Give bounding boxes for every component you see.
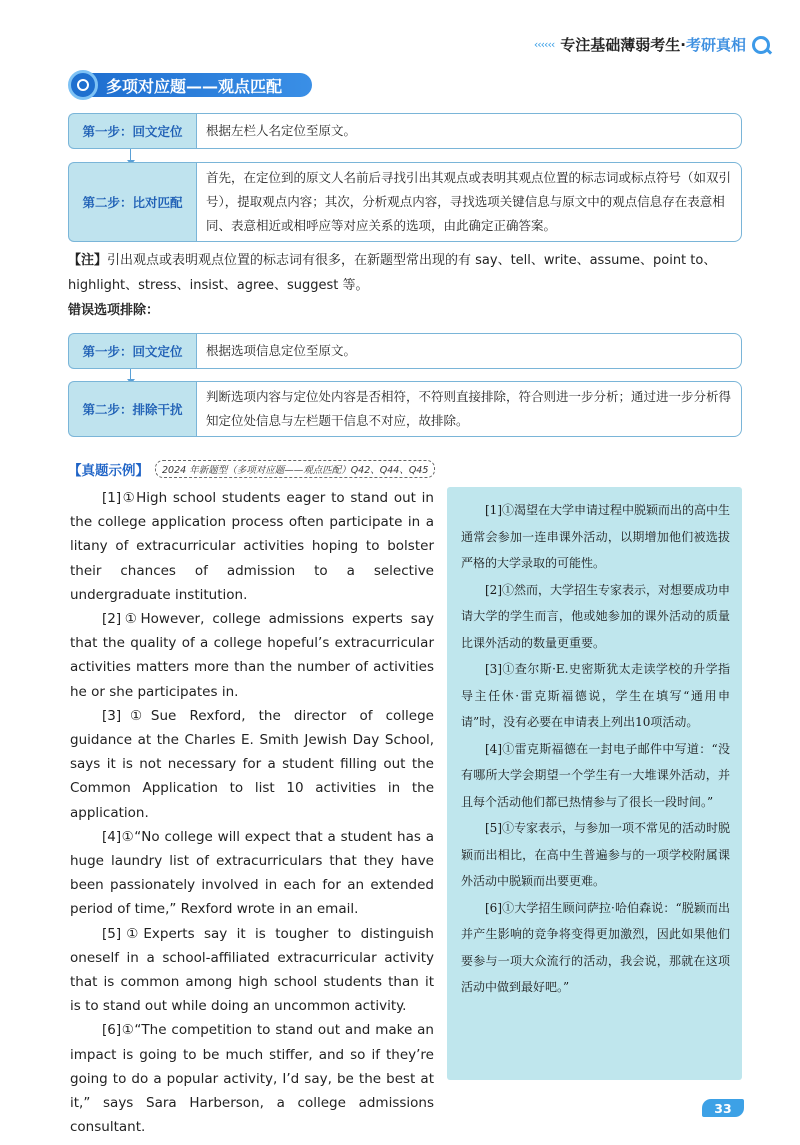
step-label: 第二步：比对匹配 (68, 162, 196, 242)
header-arrows: ‹‹‹‹‹‹ (533, 38, 555, 51)
page-number: 33 (702, 1099, 744, 1117)
english-paragraph: [1]①High school students eager to stand out in the college application process often participate in a litany of extracurricular activities hoping to bolster their chances of admission to a selective undergraduate institution. (70, 490, 434, 603)
search-logo-icon (752, 36, 770, 54)
note-label: 【注】 (68, 253, 108, 268)
chinese-paragraph: [6]①大学招生顾问萨拉·哈伯森说：“脱颖而出并产生影响的竞争将变得更加激烈，因此如果他们要参与一项大众流行的活动，我会说，那就在这项活动中做到最好吧。” (461, 900, 730, 994)
example-heading (68, 459, 435, 479)
english-paragraph: [3]①Sue Rexford, the director of college guidance at the Charles E. Smith Jewish Day School, says it is not necessary for a student filling out the Common Application to list 10 activities in the application. (70, 707, 434, 821)
matching-step-2 (68, 162, 742, 242)
step-arrow (130, 369, 131, 380)
note-text: 引出观点或表明观点位置的标志词有很多，在新题型常出现的有 say、tell、write、assume、point to、highlight、stress、insist、agree、suggest 等。 (68, 253, 717, 293)
step-text: 根据选项信息定位至原文。 (196, 333, 742, 369)
english-paragraph: [6]①“The competition to stand out and make an impact is going to be much stiffer, and so if they’re going to do a popular activity, I’d say, be the best at it,” says Sara Harberson, a college admissions consultant. (70, 1022, 434, 1136)
chinese-paragraph: [1]①渴望在大学申请过程中脱颖而出的高中生通常会参加一连串课外活动，以期增加他们被选拔严格的大学录取的可能性。 (461, 503, 730, 570)
english-passage (70, 486, 434, 1139)
elimination-step-1 (68, 333, 742, 369)
step-text: 判断选项内容与定位处内容是否相符，不符则直接排除，符合则进一步分析；通过进一步分析得知定位处信息与左栏题干信息不对应，故排除。 (196, 381, 742, 437)
step-arrow (130, 149, 131, 161)
step-text: 根据左栏人名定位至原文。 (196, 113, 742, 149)
magnifier-icon (68, 70, 98, 100)
english-paragraph: [5]①Experts say it is tougher to distinguish oneself in a school-affiliated extracurricular activity that is common among high school students than it is to stand out while doing an uncommon activity. (70, 925, 434, 1015)
step-label: 第一步：回文定位 (68, 333, 196, 369)
section-title (68, 70, 312, 100)
english-paragraph: [4]①“No college will expect that a student has a huge laundry list of extracurriculars that they have been passionately involved in each for an extended period of time,” Rexford wrote in an email. (70, 828, 434, 918)
step-text: 首先，在定位到的原文人名前后寻找引出其观点或表明其观点位置的标志词或标点符号（如双引号），提取观点内容；其次，分析观点内容，寻找选项关键信息与原文中的观点信息存在表意相同、表意相近或相呼应等对应关系的选项，由此确定正确答案。 (196, 162, 742, 242)
chinese-paragraph: [5]①专家表示，与参加一项不常见的活动时脱颖而出相比，在高中生普遍参与的一项学校附属课外活动中脱颖而出要更难。 (461, 821, 730, 888)
chinese-translation (447, 487, 742, 1080)
elimination-heading: 错误选项排除： (68, 303, 160, 318)
chinese-paragraph: [3]①查尔斯·E.史密斯犹太走读学校的升学指导主任休·雷克斯福德说，学生在填写“通用申请”时，没有必要在申请表上列出10项活动。 (461, 662, 730, 729)
chinese-paragraph: [2]①然而，大学招生专家表示，对想要成功申请大学的学生而言，他或她参加的课外活动的质量比课外活动的数量更重要。 (461, 582, 730, 650)
section-title-text: 多项对应题——观点匹配 (88, 73, 312, 97)
example-label: 【真题示例】 (68, 463, 149, 479)
note (68, 248, 748, 298)
page-header (534, 34, 770, 55)
example-source-tag: 2024 年新题型（多项对应题——观点匹配）Q42、Q44、Q45 (155, 460, 435, 478)
step-label: 第一步：回文定位 (68, 113, 196, 149)
english-paragraph: [2]①However, college admissions experts say that the quality of a college hopeful’s extracurricular activities matters more than the number of activities he or she participates in. (70, 611, 434, 700)
header-slogan: 专注基础薄弱考生·考研真相 (560, 36, 746, 54)
chinese-paragraph: [4]①雷克斯福德在一封电子邮件中写道：“没有哪所大学会期望一个学生有一大堆课外活动，并且每个活动他们都已热情参与了很长一段时间。” (461, 741, 730, 809)
matching-step-1 (68, 113, 742, 149)
step-label: 第二步：排除干扰 (68, 381, 196, 437)
elimination-step-2 (68, 381, 742, 437)
